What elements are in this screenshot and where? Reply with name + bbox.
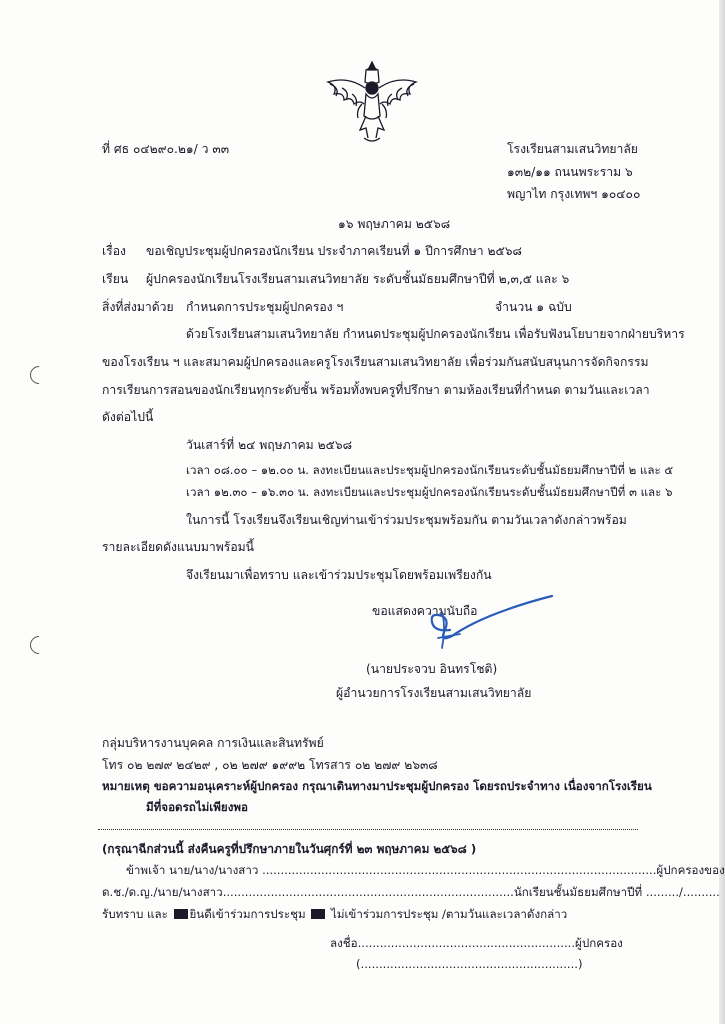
- parent-label: ผู้ปกครอง: [575, 936, 623, 950]
- signatory-position: ผู้อำนวยการโรงเรียนสามเสนวิทยาลัย: [336, 686, 532, 700]
- student-name-label: ด.ช./ด.ญ./นาย/นางสาว: [102, 885, 223, 899]
- subject-label: เรื่อง: [102, 244, 126, 258]
- sign-label: ลงชื่อ: [330, 936, 358, 950]
- enclosure-label: สิ่งที่ส่งมาด้วย: [102, 300, 174, 314]
- body-line: ดังต่อไปนี้: [102, 410, 154, 424]
- signature-image: [420, 590, 560, 654]
- student-class-label[interactable]: นักเรียนชั้นมัธยมศึกษาปีที่ ........./..........: [513, 885, 720, 899]
- department-name: กลุ่มบริหารงานบุคคล การเงินและสินทรัพย์: [102, 736, 324, 750]
- body-line: การเรียนการสอนของนักเรียนทุกระดับชั้น พร้อมทั้งพบครูที่ปรึกษา ตามห้องเรียนที่กำหนด ตามวันและเวลา: [102, 383, 650, 397]
- signatory-name: (นายประจวบ อินทรโชติ): [366, 662, 498, 676]
- punch-hole-top: [26, 362, 51, 387]
- subject-text: ขอเชิญประชุมผู้ปกครองนักเรียน ประจำภาคเรียนที่ ๑ ปีการศึกษา ๒๕๖๘: [146, 244, 522, 258]
- closing-statement: จึงเรียนมาเพื่อทราบ และเข้าร่วมประชุมโดยพร้อมเพรียงกัน: [186, 568, 492, 582]
- closing-salutation: ขอแสดงความนับถือ: [372, 604, 478, 618]
- student-name-field[interactable]: ...............................................................................: [222, 885, 514, 899]
- parent-signature-field[interactable]: ...........................................................: [357, 936, 576, 950]
- body-line: รายละเอียดดังแนบมาพร้อมนี้: [102, 540, 255, 554]
- garuda-emblem: [322, 58, 422, 146]
- parent-printed-name-field[interactable]: (...........................................................): [356, 957, 583, 971]
- reply-instruction: (กรุณาฉีกส่วนนี้ ส่งคืนครูที่ปรึกษาภายในวันศุกร์ที่ ๒๓ พฤษภาคม ๒๕๖๘ ): [102, 842, 477, 856]
- body-line: ของโรงเรียน ฯ และสมาคมผู้ปกครองและครูโรงเรียนสามเสนวิทยาลัย เพื่อร่วมกันสนับสนุนการจัดกิจกรรม: [102, 355, 649, 369]
- tear-off-line: [98, 829, 638, 830]
- note-line-2: มีที่จอดรถไม่เพียงพอ: [146, 800, 248, 814]
- schedule-time-1: เวลา ๐๘.๐๐ – ๑๒.๐๐ น. ลงทะเบียนและประชุมผู้ปกครองนักเรียนระดับชั้นมัธยมศึกษาปีที่ ๒ และ ๕: [186, 463, 674, 477]
- note-line-1: หมายเหตุ ขอความอนุเคราะห์ผู้ปกครอง กรุณาเดินทางมาประชุมผู้ปกครอง โดยรถประจำทาง เนื่องจากโรงเรียน: [102, 779, 652, 793]
- signature-line: [330, 935, 623, 953]
- parent-name-field[interactable]: ...........................................................................................................: [262, 863, 657, 877]
- to-label: เรียน: [102, 272, 129, 286]
- to-text: ผู้ปกครองนักเรียนโรงเรียนสามเสนวิทยาลัย ระดับชั้นมัธยมศึกษาปีที่ ๒,๓,๕ และ ๖: [146, 272, 570, 286]
- not-attend-label: ไม่เข้าร่วมการประชุม /ตามวันและเวลาดังกล่าว: [331, 907, 568, 921]
- address-line-1: ๑๓๒/๑๑ ถนนพระราม ๖: [507, 165, 633, 179]
- enclosure-text: กำหนดการประชุมผู้ปกครอง ฯ: [186, 300, 344, 314]
- parent-name-label: ข้าพเจ้า นาย/นาง/นางสาว: [126, 863, 259, 877]
- parent-of-label: ผู้ปกครองของ: [656, 863, 725, 877]
- body-line: ด้วยโรงเรียนสามเสนวิทยาลัย กำหนดประชุมผู้ปกครองนักเรียน เพื่อรับฟังนโยบายจากฝ่ายบริหาร: [186, 327, 685, 341]
- school-name: โรงเรียนสามเสนวิทยาลัย: [507, 142, 638, 156]
- reference-number: ที่ ศธ ๐๔๒๙๐.๒๑/ ว ๓๓: [102, 142, 230, 156]
- letter-date: ๑๖ พฤษภาคม ๒๕๖๘: [338, 217, 451, 231]
- punch-hole-bottom: [26, 632, 51, 657]
- reply-line-1: [126, 862, 725, 880]
- schedule-time-2: เวลา ๑๒.๓๐ – ๑๖.๓๐ น. ลงทะเบียนและประชุมผู้ปกครองนักเรียนระดับชั้นมัธยมศึกษาปีที่ ๓ และ ๖: [186, 485, 673, 499]
- contact-phone: โทร ๐๒ ๒๗๙ ๒๔๒๙ , ๐๒ ๒๗๙ ๑๙๙๒ โทรสาร ๐๒ ๒๗๙ ๒๖๓๘: [102, 758, 438, 772]
- enclosure-quantity: จำนวน ๑ ฉบับ: [495, 300, 572, 314]
- attend-label: ยินดีเข้าร่วมการประชุม: [189, 907, 306, 921]
- body-line: ในการนี้ โรงเรียนจึงเรียนเชิญท่านเข้าร่วมประชุมพร้อมกัน ตามวันเวลาดังกล่าวพร้อม: [186, 513, 627, 527]
- reply-line-3: [102, 906, 567, 924]
- address-line-2: พญาไท กรุงเทพฯ ๑๐๔๐๐: [507, 187, 641, 201]
- not-attend-checkbox[interactable]: [311, 909, 325, 919]
- meeting-date: วันเสาร์ที่ ๒๔ พฤษภาคม ๒๕๖๘: [186, 438, 352, 452]
- attend-checkbox[interactable]: [174, 909, 188, 919]
- reply-line-2: [102, 884, 720, 902]
- acknowledge-label: รับทราบ และ: [102, 907, 168, 921]
